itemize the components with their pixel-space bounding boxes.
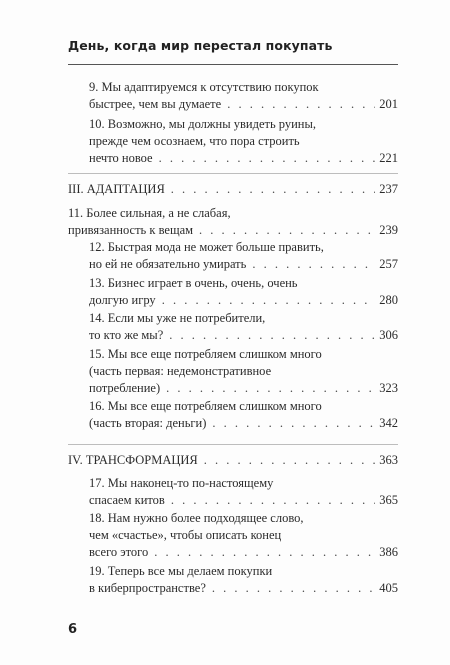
entry-title-line: спасаем китов <box>89 492 165 507</box>
entry-title-line: 11. Более сильная, а не слабая, <box>68 206 231 220</box>
entry-title-line: 10. Возможно, мы должны увидеть руины, <box>89 117 317 131</box>
toc-entry-chapter-17[interactable] <box>89 475 398 509</box>
entry-title-line: чем «счастье», чтобы описать конец <box>89 527 282 542</box>
entry-title-line: 12. Быстрая мода не может больше править, <box>89 240 324 254</box>
page-folio-number: 6 <box>68 622 78 637</box>
page-number: 280 <box>379 292 398 307</box>
toc-entry-chapter-13[interactable] <box>89 275 398 309</box>
entry-title-line: нечто новое <box>89 150 153 165</box>
page-number: 257 <box>379 256 398 271</box>
entry-title-line: но ей не обязательно умирать <box>89 256 247 271</box>
entry-title-line: 16. Мы все еще потребляем слишком много <box>89 399 322 413</box>
toc-entry-chapter-18[interactable] <box>89 510 398 560</box>
entry-title-line: быстрее, чем вы думаете <box>89 96 222 111</box>
toc-entry-chapter-10[interactable] <box>89 116 398 166</box>
leader-dots <box>162 292 376 309</box>
leader-dots <box>199 222 375 239</box>
section-divider <box>68 173 398 174</box>
entry-title-line: 19. Теперь все мы делаем покупки <box>89 564 273 578</box>
entry-title-line: 15. Мы все еще потребляем слишком много <box>89 347 322 361</box>
entry-title-line: 14. Если мы уже не потребители, <box>89 311 266 325</box>
section-divider <box>68 444 398 445</box>
leader-dots <box>154 544 375 561</box>
part-title: III. АДАПТАЦИЯ <box>68 182 165 196</box>
leader-dots <box>171 492 375 509</box>
entry-title-line: прежде чем осознаем, что пора строить <box>89 133 300 148</box>
leader-dots <box>227 96 375 113</box>
entry-title-line: привязанность к вещам <box>68 222 194 237</box>
page-number: 342 <box>379 415 398 430</box>
page-number: 405 <box>379 580 398 595</box>
page-number: 201 <box>379 96 398 111</box>
page-number: 237 <box>379 182 398 196</box>
leader-dots <box>171 181 375 198</box>
page-number: 363 <box>379 453 398 467</box>
toc-entry-chapter-9[interactable] <box>89 79 398 113</box>
toc-entry-chapter-15[interactable] <box>89 346 398 396</box>
entry-title-line: то кто же мы? <box>89 327 164 342</box>
entry-title-line: в киберпространстве? <box>89 580 206 595</box>
entry-title-line: 18. Нам нужно более подходящее слово, <box>89 511 304 525</box>
page-number: 221 <box>379 150 398 165</box>
leader-dots <box>204 452 376 469</box>
leader-dots <box>252 256 375 273</box>
running-header: День, когда мир перестал покупать <box>68 38 398 65</box>
leader-dots <box>169 327 375 344</box>
entry-title-line: долгую игру <box>89 292 156 307</box>
toc-entry-chapter-14[interactable] <box>89 310 398 344</box>
part-title: IV. ТРАНСФОРМАЦИЯ <box>68 453 198 467</box>
toc-entry-chapter-19[interactable] <box>89 563 398 597</box>
leader-dots <box>212 580 375 597</box>
toc-entry-chapter-12[interactable] <box>89 239 398 273</box>
toc-entry-part-3[interactable] <box>68 181 398 198</box>
leader-dots <box>212 415 375 432</box>
page-number: 239 <box>379 222 398 237</box>
entry-title-line: 17. Мы наконец-то по-настоящему <box>89 476 274 490</box>
toc-entry-chapter-16[interactable] <box>89 398 398 432</box>
entry-title-line: всего этого <box>89 544 149 559</box>
entry-title-line: 13. Бизнес играет в очень, очень, очень <box>89 276 298 290</box>
leader-dots <box>166 380 375 397</box>
entry-title-line: потребление) <box>89 380 161 395</box>
entry-title-line: 9. Мы адаптируемся к отсутствию покупок <box>89 80 319 94</box>
entry-title-line: (часть вторая: деньги) <box>89 415 207 430</box>
leader-dots <box>159 150 376 167</box>
page-number: 306 <box>379 327 398 342</box>
page-number: 386 <box>379 544 398 559</box>
toc-entry-chapter-11[interactable] <box>68 205 398 239</box>
page-number: 323 <box>379 380 398 395</box>
toc-entry-part-4[interactable] <box>68 452 398 469</box>
page-number: 365 <box>379 492 398 507</box>
entry-title-line: (часть первая: недемонстративное <box>89 363 272 378</box>
